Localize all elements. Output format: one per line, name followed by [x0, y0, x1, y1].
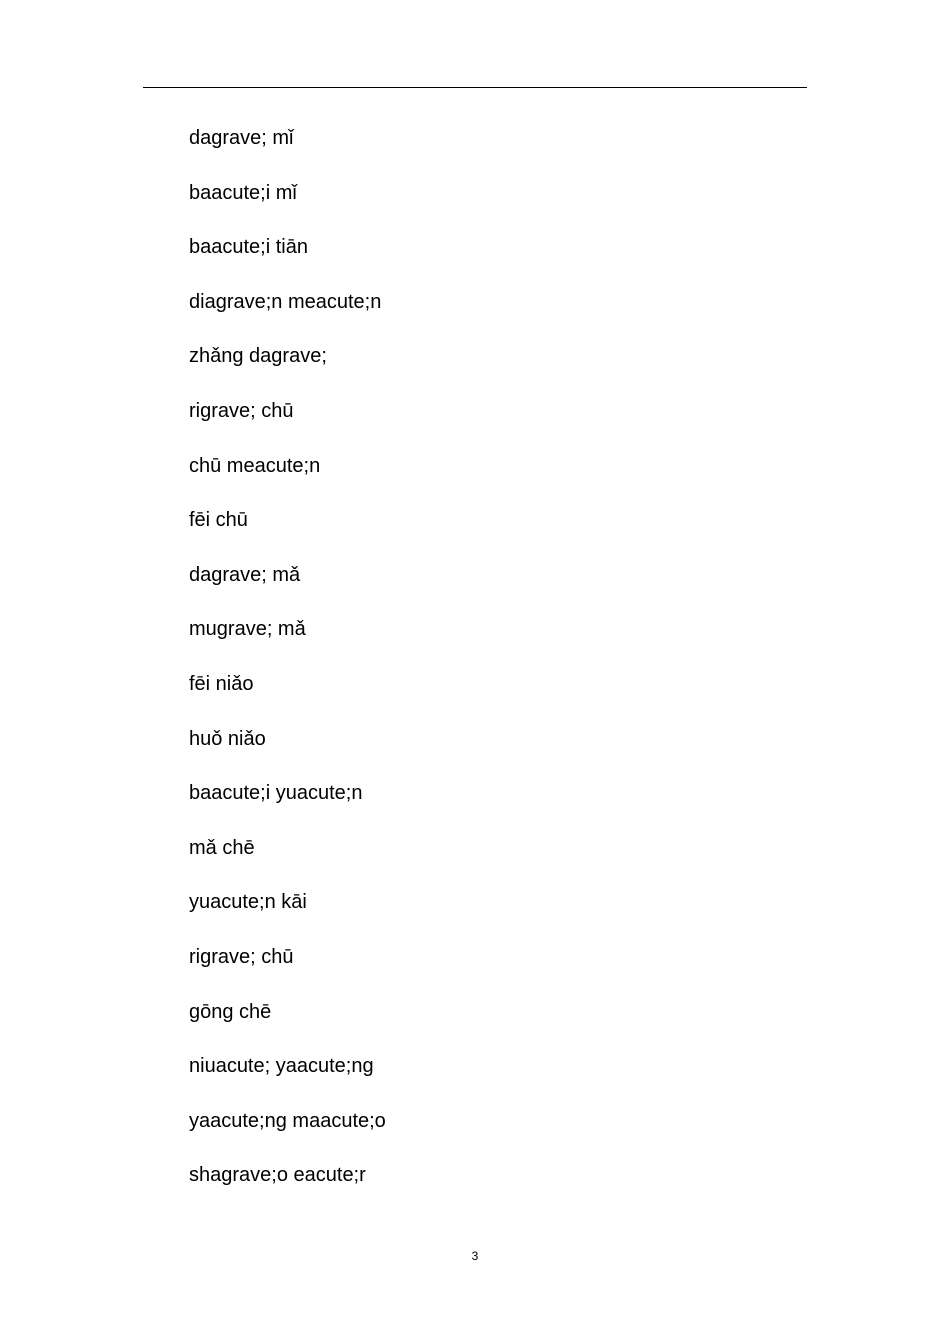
pinyin-word-list	[189, 125, 386, 1217]
pinyin-line: mǎ chē	[189, 836, 255, 859]
pinyin-line: gōng chē	[189, 1000, 272, 1023]
page-number: 3	[471, 1249, 479, 1263]
pinyin-line: baacute;i yuacute;n	[189, 782, 363, 805]
pinyin-line: diagrave;n meacute;n	[189, 290, 382, 313]
header-rule	[143, 87, 807, 88]
pinyin-line: yuacute;n kāi	[189, 891, 307, 914]
pinyin-line: mugrave; mǎ	[189, 618, 306, 641]
pinyin-line: dagrave; mǎ	[189, 563, 301, 586]
pinyin-line: fēi chū	[189, 509, 248, 532]
pinyin-line: zhǎng dagrave;	[189, 345, 327, 368]
pinyin-line: fēi niǎo	[189, 672, 254, 695]
pinyin-line: dagrave; mǐ	[189, 127, 294, 149]
pinyin-line: baacute;i mǐ	[189, 181, 297, 204]
pinyin-line: chū meacute;n	[189, 454, 321, 477]
pinyin-line: yaacute;ng maacute;o	[189, 1109, 386, 1132]
pinyin-line: huǒ niǎo	[189, 727, 266, 750]
pinyin-line: shagrave;o eacute;r	[189, 1164, 366, 1187]
pinyin-line: niuacute; yaacute;ng	[189, 1055, 374, 1078]
pinyin-line: baacute;i tiān	[189, 236, 308, 259]
pinyin-line: rigrave; chū	[189, 399, 294, 422]
pinyin-line: rigrave; chū	[189, 945, 294, 968]
